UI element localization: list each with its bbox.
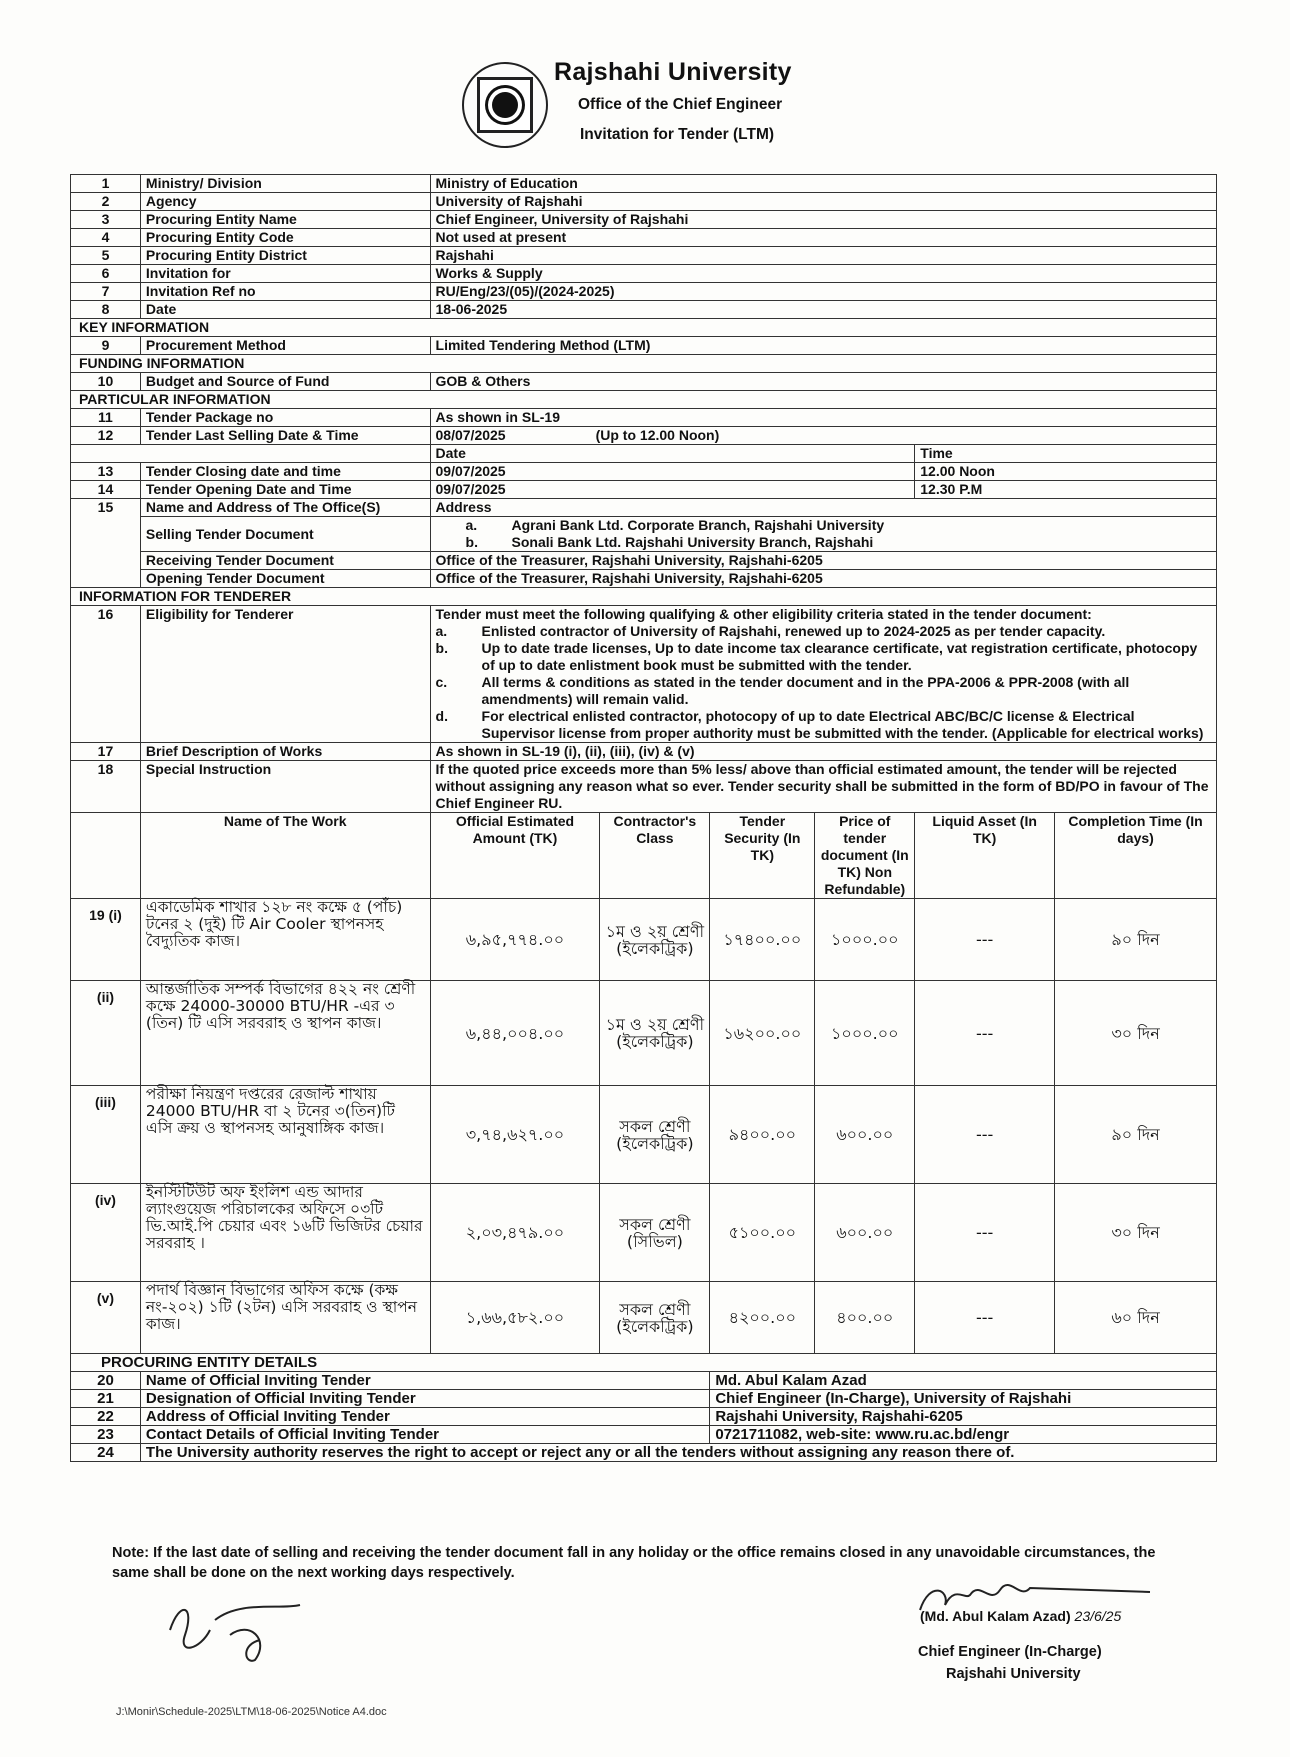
eligibility-list — [436, 623, 1211, 742]
table-row: 14 Tender Opening Date and Time 09/07/2025 12.30 P.M — [71, 481, 1217, 499]
table-row: 2 Agency University of Rajshahi — [71, 193, 1217, 211]
table-row: Selling Tender Document a. Agrani Bank Ltd. Corporate Branch, Rajshahi University b. Sonali Bank Ltd. Rajshahi University Branch, Rajshahi — [71, 517, 1217, 552]
notice-header — [462, 58, 882, 158]
list-item: b. Sonali Bank Ltd. Rajshahi University Branch, Rajshahi — [465, 534, 874, 550]
signature-block — [910, 1570, 1160, 1680]
table-row: 17 Brief Description of Works As shown in SL-19 (i), (ii), (iii), (iv) & (v) — [71, 743, 1217, 761]
section-heading: FUNDING INFORMATION — [71, 355, 1217, 373]
table-row: 23 Contact Details of Official Inviting Tender 0721711082, web-site: www.ru.ac.bd/engr — [71, 1426, 1217, 1444]
table-row: 1 Ministry/ Division Ministry of Education — [71, 175, 1217, 193]
list-item: c. All terms & conditions as stated in the tender document and in the PPA-2006 & PPR-2008 (with all amendments) will remain valid. — [435, 674, 1130, 707]
university-logo — [462, 62, 548, 148]
table-row: 18 Special Instruction If the quoted price exceeds more than 5% less/ above than official estimated amount, the tender will be rejected without assigning any reason what so ever. Tender security shall be submitted in the form of BD/PO in favour of The Chief Engineer RU. — [71, 761, 1217, 813]
table-row: 20 Name of Official Inviting Tender Md. Abul Kalam Azad — [71, 1372, 1217, 1390]
signatory-designation: Chief Engineer (In-Charge) — [918, 1644, 1102, 1660]
table-row: 10 Budget and Source of Fund GOB & Others — [71, 373, 1217, 391]
works-header-row: Name of The Work Official Estimated Amount (TK) Contractor's Class Tender Security (In TK) Price of tender document (In TK) Non Refundable) Liquid Asset (In TK) Completion Time (In days) — [71, 813, 1217, 899]
handwritten-signature-left — [160, 1590, 320, 1670]
selling-locations — [436, 517, 1211, 551]
table-row: 9 Procurement Method Limited Tendering Method (LTM) — [71, 337, 1217, 355]
signatory-name: (Md. Abul Kalam Azad) 23/6/25 — [920, 1608, 1122, 1624]
list-item: b. Up to date trade licenses, Up to date income tax clearance certificate, vat registration certificate, photocopy of up to date enlistment book must be submitted with the tender. — [435, 640, 1198, 673]
signature-date: 23/6/25 — [1074, 1608, 1122, 1624]
file-path-footer: J:\Monir\Schedule-2025\LTM\18-06-2025\Notice A4.doc — [116, 1706, 387, 1718]
table-row: 6 Invitation for Works & Supply — [71, 265, 1217, 283]
list-item: a. Enlisted contractor of University of Rajshahi, renewed up to 2024-2025 as per tender capacity. — [435, 623, 1106, 639]
table-row: 4 Procuring Entity Code Not used at present — [71, 229, 1217, 247]
selling-time-note: (Up to 12.00 Noon) — [595, 427, 720, 443]
date-time-header: Date Time — [71, 445, 1217, 463]
work-row: (ii) আন্তর্জাতিক সম্পর্ক বিভাগের ৪২২ নং শ্রেণী কক্ষে 24000-30000 BTU/HR -এর ৩ (তিন) টি এসি সরবরাহ ও স্থাপন কাজ। ৬,৪৪,০০৪.০০ ১ম ও ২য় শ্রেণী (ইলেকট্রিক) ১৬২০০.০০ ১০০০.০০ --- ৩০ দিন — [71, 981, 1217, 1086]
notice-note: Note: If the last date of selling and receiving the tender document fall in any holiday or the office remains closed in any unavoidable circumstances, the same shall be done on the next working days respectively. — [112, 1545, 1156, 1581]
work-row: (v) পদার্থ বিজ্ঞান বিভাগের অফিস কক্ষে (কক্ষ নং-২০২) ১টি (২টন) এসি সরবরাহ ও স্থাপন কাজ। ১,৬৬,৫৮২.০০ সকল শ্রেণী (ইলেকট্রিক) ৪২০০.০০ ৪০০.০০ --- ৬০ দিন — [71, 1282, 1217, 1354]
section-heading: PARTICULAR INFORMATION — [71, 391, 1217, 409]
table-row: 13 Tender Closing date and time 09/07/2025 12.00 Noon — [71, 463, 1217, 481]
table-row: 3 Procuring Entity Name Chief Engineer, University of Rajshahi — [71, 211, 1217, 229]
section-heading: INFORMATION FOR TENDERER — [71, 588, 1217, 606]
university-name: Rajshahi University — [554, 58, 792, 86]
table-row: Receiving Tender Document Office of the Treasurer, Rajshahi University, Rajshahi-6205 — [71, 552, 1217, 570]
table-row: 11 Tender Package no As shown in SL-19 — [71, 409, 1217, 427]
table-row: 24 The University authority reserves the right to accept or reject any or all the tenders without assigning any reason there of. — [71, 1444, 1217, 1462]
work-row: (iii) পরীক্ষা নিয়ন্ত্রণ দপ্তরের রেজাল্ট শাখায় 24000 BTU/HR বা ২ টনের ৩(তিন)টি এসি ক্রয় ও স্থাপনসহ আনুষাঙ্গিক কাজ। ৩,৭৪,৬২৭.০০ সকল শ্রেণী (ইলেকট্রিক) ৯৪০০.০০ ৬০০.০০ --- ৯০ দিন — [71, 1086, 1217, 1184]
notice-title: Invitation for Tender (LTM) — [580, 126, 775, 143]
section-heading: KEY INFORMATION — [71, 319, 1217, 337]
eligibility-intro: Tender must meet the following qualifying & other eligibility criteria stated in the tender document: — [435, 606, 1092, 622]
table-row: 8 Date 18-06-2025 — [71, 301, 1217, 319]
section-heading: PROCURING ENTITY DETAILS — [71, 1354, 1217, 1372]
table-row: 15 Name and Address of The Office(S) Address — [71, 499, 1217, 517]
table-row: Opening Tender Document Office of the Treasurer, Rajshahi University, Rajshahi-6205 — [71, 570, 1217, 588]
table-row: 5 Procuring Entity District Rajshahi — [71, 247, 1217, 265]
signatory-organization: Rajshahi University — [946, 1666, 1081, 1682]
table-row: 12 Tender Last Selling Date & Time 08/07/2025 (Up to 12.00 Noon) — [71, 427, 1217, 445]
list-item: a. Agrani Bank Ltd. Corporate Branch, Rajshahi University — [465, 517, 885, 533]
table-row: 16 Eligibility for Tenderer Tender must meet the following qualifying & other eligibility criteria stated in the tender document: a. Enlisted contractor of University of Rajshahi, renewed up to 2024-2025 as per tender capacity. b. Up to date trade licenses, Up to date income tax clearance certificate, vat registration certificate, photocopy of up to date enlistment book must be submitted with the tender. c. All terms & conditions as stated in the tender document and in the PPA-2006 & PPR-2008 (with all amendments) will remain valid. d. For electrical enlisted contractor, photocopy of up to date Electrical ABC/BC/C license & Electrical Supervisor license from proper authority must be submitted with the tender. (Applicable for electrical works) — [71, 606, 1217, 743]
selling-date: 08/07/2025 — [435, 427, 506, 443]
table-row: 22 Address of Official Inviting Tender Rajshahi University, Rajshahi-6205 — [71, 1408, 1217, 1426]
work-row: 19 (i) একাডেমিক শাখার ১২৮ নং কক্ষে ৫ (পাঁচ) টনের ২ (দুই) টি Air Cooler স্থাপনসহ বৈদ্যুতিক কাজ। ৬,৯৫,৭৭৪.০০ ১ম ও ২য় শ্রেণী (ইলেকট্রিক) ১৭৪০০.০০ ১০০০.০০ --- ৯০ দিন — [71, 899, 1217, 981]
office-name: Office of the Chief Engineer — [578, 96, 783, 113]
table-row: 7 Invitation Ref no RU/Eng/23/(05)/(2024-2025) — [71, 283, 1217, 301]
tender-info-table — [70, 174, 1217, 1462]
work-row: (iv) ইনস্টিটিউট অফ ইংলিশ এন্ড আদার ল্যাংগুয়েজ পরিচালকের অফিসে ০৩টি ভি.আই.পি চেয়ার এবং ১৬টি ভিজিটর চেয়ার সরবরাহ । ২,০৩,৪৭৯.০০ সকল শ্রেণী (সিভিল) ৫১০০.০০ ৬০০.০০ --- ৩০ দিন — [71, 1184, 1217, 1282]
list-item: d. For electrical enlisted contractor, photocopy of up to date Electrical ABC/BC/C license & Electrical Supervisor license from proper authority must be submitted with the tender. (Applicable for electrical works) — [435, 708, 1204, 741]
table-row: 21 Designation of Official Inviting Tender Chief Engineer (In-Charge), University of Rajshahi — [71, 1390, 1217, 1408]
